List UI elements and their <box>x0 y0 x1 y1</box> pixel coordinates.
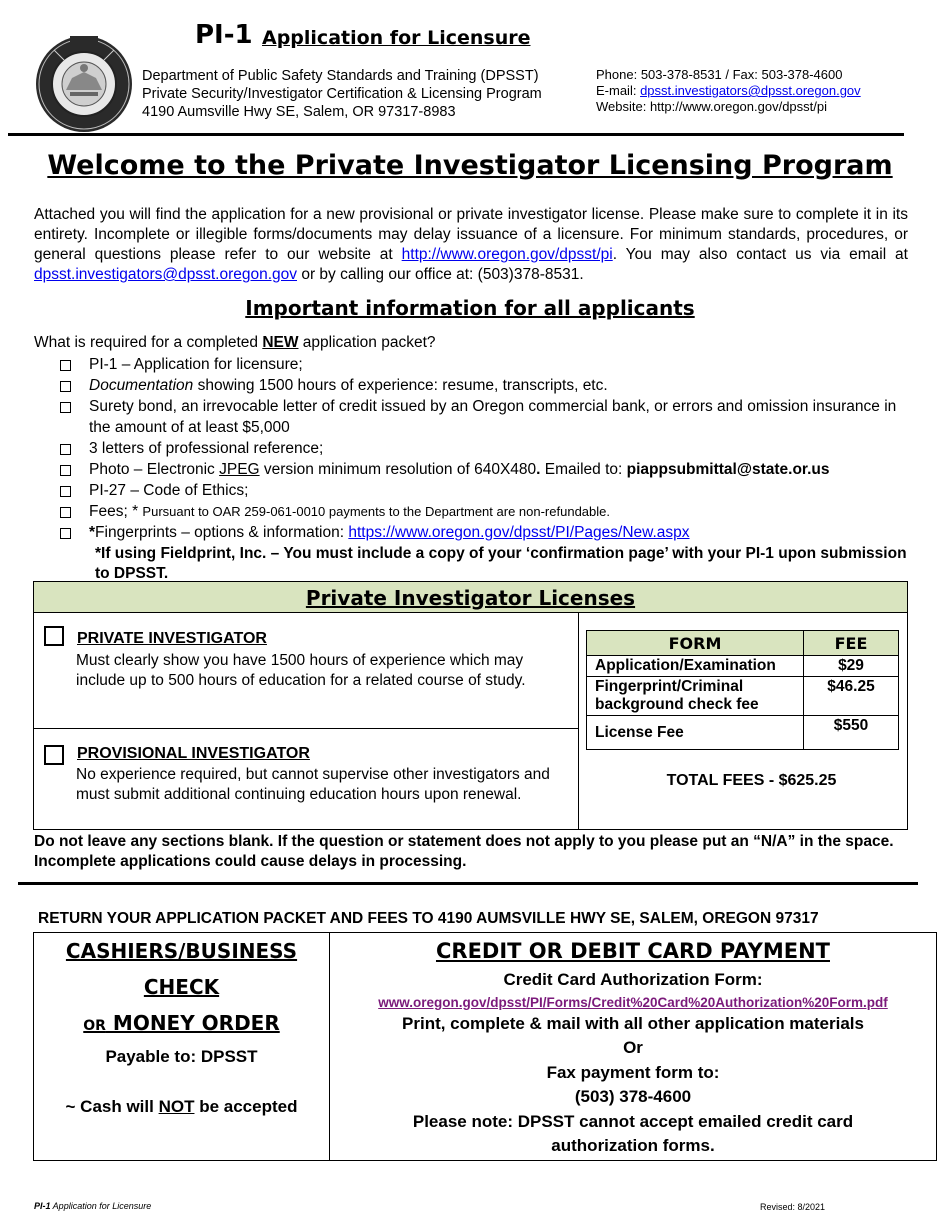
intro-text-2: . You may also contact us via email at <box>612 246 908 263</box>
list-item-text: showing 1500 hours of experience: resume, transcripts, etc. <box>193 377 608 394</box>
provisional-investigator-desc: No experience required, but cannot supervise other investigators and must submit additional continuing education hours upon renewal. <box>76 766 550 803</box>
oregon-dpsst-seal-logo <box>34 30 134 138</box>
list-item <box>60 522 920 543</box>
licenses-heading <box>34 582 907 613</box>
list-item-text: version minimum resolution of 640X480 <box>259 461 537 478</box>
list-item-text: Fingerprints – options & information: <box>95 524 349 541</box>
fee-table <box>586 630 899 750</box>
header-divider <box>8 133 904 136</box>
photo-submission-email: piappsubmittal@state.or.us <box>626 461 830 478</box>
card-mail-instruction: Print, complete & mail with all other application materials <box>402 1013 864 1033</box>
or-text: OR <box>83 1018 106 1034</box>
email-row <box>596 83 861 99</box>
email-label: E-mail: <box>596 83 641 98</box>
card-form-link[interactable]: www.oregon.gov/dpsst/PI/Forms/Credit%20Card%20Authorization%20Form.pdf <box>378 994 888 1010</box>
intro-website-link[interactable]: http://www.oregon.gov/dpsst/pi <box>401 246 613 263</box>
requirements-question <box>34 334 436 352</box>
fees-note: Pursuant to OAR 259-061-0010 payments to the Department are non-refundable. <box>142 504 610 519</box>
footer-form-name <box>34 1201 151 1211</box>
table-row <box>587 656 899 677</box>
checkbox-bullet-icon <box>60 444 71 455</box>
list-item <box>60 438 920 459</box>
section-divider <box>18 882 918 885</box>
list-item <box>60 501 920 522</box>
program-name: Private Security/Investigator Certification & Licensing Program <box>142 86 542 102</box>
checkbox-bullet-icon <box>60 465 71 476</box>
fee-form-cell: License Fee <box>587 716 804 750</box>
return-address-note: RETURN YOUR APPLICATION PACKET AND FEES TO 4190 AUMSVILLE HWY SE, SALEM, OREGON 97317 <box>38 910 819 927</box>
check-title-line1: CASHIERS/BUSINESS <box>65 939 298 963</box>
intro-paragraph <box>34 205 908 285</box>
list-item-text: PI-27 – Code of Ethics; <box>89 482 249 499</box>
list-item <box>60 354 920 375</box>
list-item-dot: . <box>536 461 541 478</box>
fee-amount-cell: $550 <box>804 716 899 750</box>
list-item <box>60 396 920 438</box>
requirements-list <box>60 354 920 584</box>
card-email-note: Please note: DPSST cannot accept emailed credit card authorization forms. <box>412 1111 854 1155</box>
provisional-investigator-title: PROVISIONAL INVESTIGATOR <box>77 745 310 762</box>
question-text-end: application packet? <box>298 334 436 351</box>
list-item <box>60 459 920 480</box>
welcome-heading: Welcome to the Private Investigator Licensing Program <box>47 150 893 181</box>
payment-section <box>33 932 937 1161</box>
card-payment-title: CREDIT OR DEBIT CARD PAYMENT <box>435 939 830 963</box>
footer-form-id: PI-1 <box>34 1201 51 1211</box>
footer-revision: Revised: 8/2021 <box>760 1202 826 1212</box>
check-title-line3 <box>34 1005 329 1044</box>
licenses-title: Private Investigator Licenses <box>305 586 636 610</box>
provisional-investigator-checkbox[interactable] <box>44 745 64 765</box>
licenses-divider <box>578 613 579 830</box>
options-divider <box>34 728 578 729</box>
private-investigator-title: PRIVATE INVESTIGATOR <box>77 630 267 647</box>
website-row: Website: http://www.oregon.gov/dpsst/pi <box>596 99 827 114</box>
list-item-text: Surety bond, an irrevocable letter of credit issued by an Oregon commercial bank, or errors and omission insurance in the amount of at least $5,000 <box>89 398 897 436</box>
private-investigator-desc: Must clearly show you have 1500 hours of experience which may include up to 500 hours of education for a related course of study. <box>76 652 526 689</box>
agency-address <box>142 67 542 121</box>
intro-text-3: or by calling our office at: (503)378-8531. <box>297 266 584 283</box>
check-title-line2: CHECK <box>143 975 220 999</box>
jpeg-emphasis: JPEG <box>219 461 260 478</box>
form-id: PI-1 <box>195 20 253 50</box>
fee-form-cell: Application/Examination <box>587 656 804 677</box>
payable-to: Payable to: DPSST <box>105 1047 258 1066</box>
page-header <box>0 0 950 140</box>
checkbox-bullet-icon <box>60 507 71 518</box>
fieldprint-note: *If using Fieldprint, Inc. – You must include a copy of your ‘confirmation page’ with your PI-1 upon submission to DPSST. <box>95 545 907 582</box>
spacer <box>34 1069 329 1094</box>
total-fees: TOTAL FEES - $625.25 <box>666 772 837 789</box>
list-item-text: Photo – Electronic <box>89 461 220 478</box>
fee-amount-cell: $46.25 <box>804 677 899 716</box>
question-text: What is required for a completed <box>34 334 263 351</box>
list-item-text: 3 letters of professional reference; <box>89 440 324 457</box>
footer-form-title: Application for Licensure <box>50 1201 152 1211</box>
list-item-text: Fees; * <box>89 503 143 520</box>
licenses-section <box>33 581 908 830</box>
list-item-text: Emailed to: <box>540 461 627 478</box>
table-row <box>587 716 899 750</box>
fee-amount-cell: $29 <box>804 656 899 677</box>
fingerprints-link[interactable]: https://www.oregon.gov/dpsst/PI/Pages/New.aspx <box>348 524 690 541</box>
check-payment-panel <box>34 933 329 1119</box>
table-row <box>587 677 899 716</box>
private-investigator-checkbox[interactable] <box>44 626 64 646</box>
intro-email-link[interactable]: dpsst.investigators@dpsst.oregon.gov <box>34 266 298 283</box>
list-item <box>60 480 920 501</box>
card-fax-label: Fax payment form to: <box>546 1062 720 1082</box>
checkbox-bullet-icon <box>60 402 71 413</box>
card-fax-number: (503) 378-4600 <box>574 1087 692 1106</box>
important-heading: Important information for all applicants <box>245 296 695 320</box>
card-or: Or <box>623 1038 643 1057</box>
checkbox-bullet-icon <box>60 360 71 371</box>
card-payment-panel <box>330 933 936 1159</box>
not-emphasis: NOT <box>158 1097 195 1116</box>
list-item <box>60 375 920 396</box>
card-form-label: Credit Card Authorization Form: <box>503 970 763 989</box>
list-item-emphasis: Documentation <box>89 377 194 394</box>
form-title: Application for Licensure <box>262 27 531 49</box>
agency-street-address: 4190 Aumsville Hwy SE, Salem, OR 97317-8983 <box>142 104 456 120</box>
checkbox-bullet-icon <box>60 528 71 539</box>
fee-form-cell: Fingerprint/Criminal background check fee <box>587 677 804 716</box>
column-header-fee: FEE <box>804 631 899 656</box>
intro-text-1: Attached you will find the application for a new provisional or private investigator license. Please make sure to complete it in its entirety. Incomplete or illegible forms/documents may delay issuance of a licensure. For minimum standards, procedures, or general questions please refer to our website at <box>34 206 908 263</box>
column-header-form: FORM <box>587 631 804 656</box>
agency-name: Department of Public Safety Standards and Training (DPSST) <box>142 68 539 84</box>
list-item-text: PI-1 – Application for licensure; <box>89 356 303 373</box>
fee-table-header <box>587 631 899 656</box>
blank-sections-note: Do not leave any sections blank. If the question or statement does not apply to you please put an “N/A” in the space. Incomplete applications could cause delays in processing. <box>34 833 894 870</box>
phone-fax: Phone: 503-378-8531 / Fax: 503-378-4600 <box>596 67 843 82</box>
checkbox-bullet-icon <box>60 381 71 392</box>
contact-info <box>596 67 861 115</box>
cash-warning <box>34 1094 329 1119</box>
header-email-link[interactable]: dpsst.investigators@dpsst.oregon.gov <box>640 83 861 98</box>
new-emphasis: NEW <box>262 334 299 351</box>
checkbox-bullet-icon <box>60 486 71 497</box>
money-order-text: MONEY ORDER <box>105 1011 280 1035</box>
cash-warning-end: be accepted <box>194 1097 298 1116</box>
cash-warning-text: ~ Cash will <box>65 1097 159 1116</box>
asterisk: * <box>89 524 96 541</box>
